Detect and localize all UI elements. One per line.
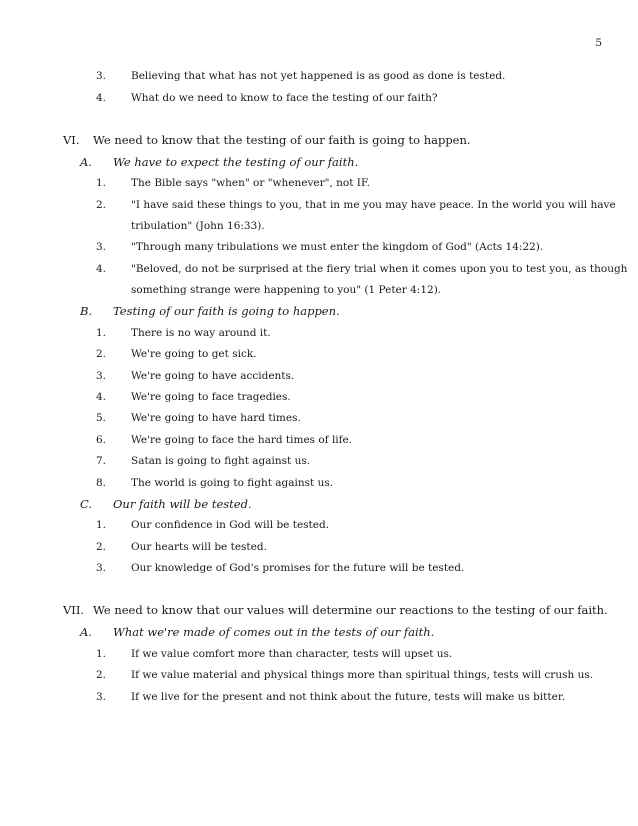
item-text: tribulation" (John 16:33). — [131, 220, 265, 232]
item-text: There is no way around it. — [131, 327, 271, 339]
subsection-letter: A. — [80, 155, 92, 169]
item-number: 5. — [96, 412, 107, 424]
item-text: Our knowledge of God's promises for the future will be tested. — [131, 562, 465, 574]
item-number: 2. — [96, 541, 107, 553]
item-text: If we value comfort more than character, tests will upset us. — [131, 648, 453, 660]
subsection-letter: B. — [80, 304, 93, 318]
item-text: We're going to face the hard times of life. — [131, 434, 353, 446]
item-number: 6. — [96, 434, 107, 446]
item-text: "Beloved, do not be surprised at the fiery trial when it comes upon you to test you, as though — [131, 263, 628, 275]
subsection-title: Our faith will be tested. — [113, 497, 252, 511]
item-number: 4. — [96, 92, 107, 104]
item-text: If we value material and physical things more than spiritual things, tests will crush us. — [131, 669, 594, 681]
section-numeral: VI. — [63, 133, 80, 147]
section-heading-text: We need to know that the testing of our faith is going to happen. — [93, 133, 471, 147]
page-number: 5 — [595, 37, 602, 49]
subsection-title: We have to expect the testing of our faith. — [113, 155, 359, 169]
subsection-title: Testing of our faith is going to happen. — [113, 304, 340, 318]
item-text: The world is going to fight against us. — [131, 477, 334, 489]
item-text: We're going to have accidents. — [131, 370, 295, 382]
item-text: We're going to have hard times. — [131, 412, 301, 424]
item-number: 4. — [96, 391, 107, 403]
item-text: If we live for the present and not think about the future, tests will make us bitter. — [131, 691, 566, 703]
item-text: something strange were happening to you" (1 Peter 4:12). — [131, 284, 442, 296]
item-number: 3. — [96, 691, 107, 703]
item-number: 1. — [96, 177, 107, 189]
item-text: What do we need to know to face the testing of our faith? — [131, 92, 438, 104]
subsection-letter: A. — [80, 625, 92, 639]
item-number: 3. — [96, 241, 107, 253]
section-numeral: VII. — [63, 603, 85, 617]
item-number: 3. — [96, 370, 107, 382]
item-number: 1. — [96, 519, 107, 531]
item-number: 1. — [96, 648, 107, 660]
item-number: 3. — [96, 562, 107, 574]
item-text: Our confidence in God will be tested. — [131, 519, 330, 531]
item-text: The Bible says "when" or "whenever", not IF. — [131, 177, 370, 189]
item-text: "I have said these things to you, that in me you may have peace. In the world you will have — [131, 199, 616, 211]
subsection-title: What we're made of comes out in the tests of our faith. — [113, 625, 435, 639]
item-number: 3. — [96, 70, 107, 82]
item-number: 2. — [96, 199, 107, 211]
item-text: Believing that what has not yet happened is as good as done is tested. — [131, 70, 506, 82]
item-number: 2. — [96, 348, 107, 360]
item-number: 2. — [96, 669, 107, 681]
item-number: 7. — [96, 455, 107, 467]
item-text: We're going to face tragedies. — [131, 391, 291, 403]
item-text: We're going to get sick. — [131, 348, 257, 360]
item-number: 8. — [96, 477, 107, 489]
item-text: Our hearts will be tested. — [131, 541, 267, 553]
section-heading-text: We need to know that our values will determine our reactions to the testing of our faith. — [93, 603, 608, 617]
subsection-letter: C. — [80, 497, 93, 511]
item-number: 1. — [96, 327, 107, 339]
item-text: Satan is going to fight against us. — [131, 455, 311, 467]
item-number: 4. — [96, 263, 107, 275]
item-text: "Through many tribulations we must enter the kingdom of God" (Acts 14:22). — [131, 241, 544, 253]
